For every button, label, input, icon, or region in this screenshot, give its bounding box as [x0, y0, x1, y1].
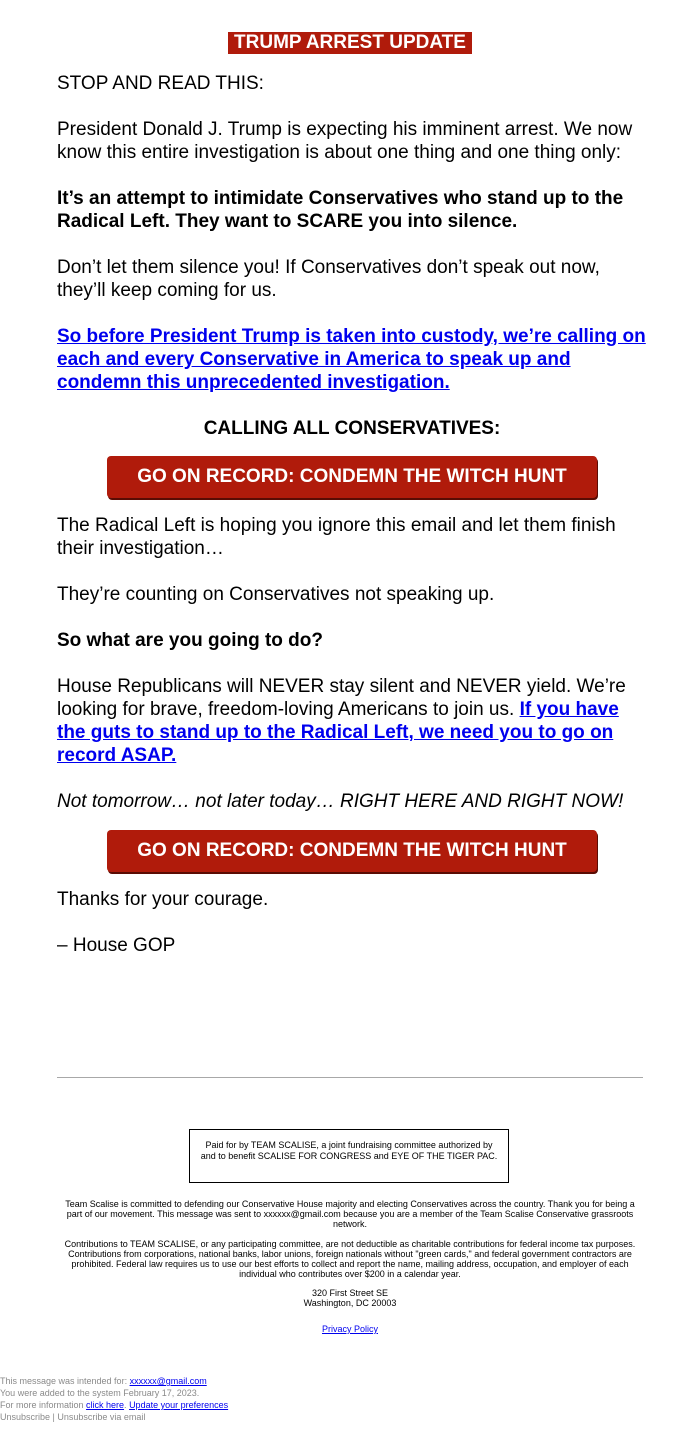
disclaimer-text: Contributions to TEAM SCALISE, or any participating committee, are not deductible as charitable contributions for federal income tax purposes. Contributions from corporations, national banks, labor unions, foreign nationals without "green cards," and federal government contractors are prohibited. Federal law requires us to use our best efforts to collect and report the name, mailing address, occupation, and employer of each individual who contributes over $200 in a calendar year. — [64, 1239, 636, 1279]
unsubscribe-line[interactable]: Unsubscribe | Unsubscribe via email — [0, 1412, 146, 1422]
paragraph-7 — [57, 675, 647, 767]
paragraph-2: It’s an attempt to intimidate Conservatives who stand up to the Radical Left. They want to SCARE you into silence. — [57, 188, 624, 232]
button-wrap-2 — [57, 830, 647, 872]
added-line: You were added to the system February 17, 2023. — [0, 1388, 200, 1398]
privacy-policy-link[interactable]: Privacy Policy — [321, 1324, 378, 1334]
info-separator: . — [124, 1400, 130, 1410]
message-meta — [0, 1375, 228, 1423]
paragraph-5: They’re counting on Conservatives not speaking up. — [57, 584, 495, 605]
privacy-wrap — [0, 1324, 700, 1334]
email-body — [57, 72, 647, 980]
intended-label: This message was intended for: — [0, 1376, 130, 1386]
guts-link[interactable]: If you have the guts to stand up to the Radical Left, we need you to go on record ASAP. — [57, 699, 619, 766]
headline-wrap — [0, 0, 700, 54]
paragraph-1: President Donald J. Trump is expecting his imminent arrest. We now know this entire investigation is about one thing and one thing only: — [57, 119, 633, 163]
address-line-1: 320 First Street SE — [311, 1288, 389, 1298]
button-wrap-1 — [57, 456, 647, 498]
paragraph-7-text: House Republicans will NEVER stay silent and NEVER yield. We’re looking for brave, freedom-loving Americans to join us. — [57, 676, 626, 720]
paid-for-box: Paid for by TEAM SCALISE, a joint fundraising committee authorized by and to benefit SCALISE FOR CONGRESS and EYE OF THE TIGER PAC. — [189, 1129, 509, 1183]
signature: – House GOP — [57, 935, 176, 956]
intended-email-link[interactable]: xxxxxx@gmail.com — [129, 1376, 207, 1386]
headline-banner: TRUMP ARREST UPDATE — [228, 32, 472, 54]
paragraph-6: So what are you going to do? — [57, 630, 323, 651]
update-preferences-link[interactable]: Update your preferences — [129, 1400, 229, 1410]
mailing-address — [0, 1288, 700, 1308]
calling-heading: CALLING ALL CONSERVATIVES: — [203, 418, 501, 439]
go-on-record-button-1[interactable]: GO ON RECORD: CONDEMN THE WITCH HUNT — [107, 456, 597, 498]
paragraph-3: Don’t let them silence you! If Conservatives don’t speak out now, they’ll keep coming for us. — [57, 257, 600, 301]
address-line-2: Washington, DC 20003 — [303, 1298, 397, 1308]
go-on-record-button-2[interactable]: GO ON RECORD: CONDEMN THE WITCH HUNT — [107, 830, 597, 872]
paragraph-4: The Radical Left is hoping you ignore this email and let them finish their investigation… — [57, 515, 616, 559]
info-label: For more information — [0, 1400, 87, 1410]
info-line — [0, 1399, 228, 1411]
click-here-link[interactable]: click here — [86, 1400, 125, 1410]
custody-link[interactable]: So before President Trump is taken into custody, we’re calling on each and every Conservative in America to speak up and condemn this unprecedented investigation. — [57, 326, 646, 393]
paragraph-8: Not tomorrow… not later today… RIGHT HERE AND RIGHT NOW! — [57, 791, 624, 812]
intro-text: STOP AND READ THIS: — [57, 73, 264, 94]
footer-divider — [57, 1077, 643, 1078]
intended-line — [0, 1375, 228, 1387]
mission-text: Team Scalise is committed to defending our Conservative House majority and electing Conservatives across the country. Thank you for being a part of our movement. This message was sent to xxxxxx@gmail.com because you are a member of the Team Scalise Conservative grassroots network. — [65, 1199, 635, 1229]
thanks-text: Thanks for your courage. — [57, 889, 269, 910]
